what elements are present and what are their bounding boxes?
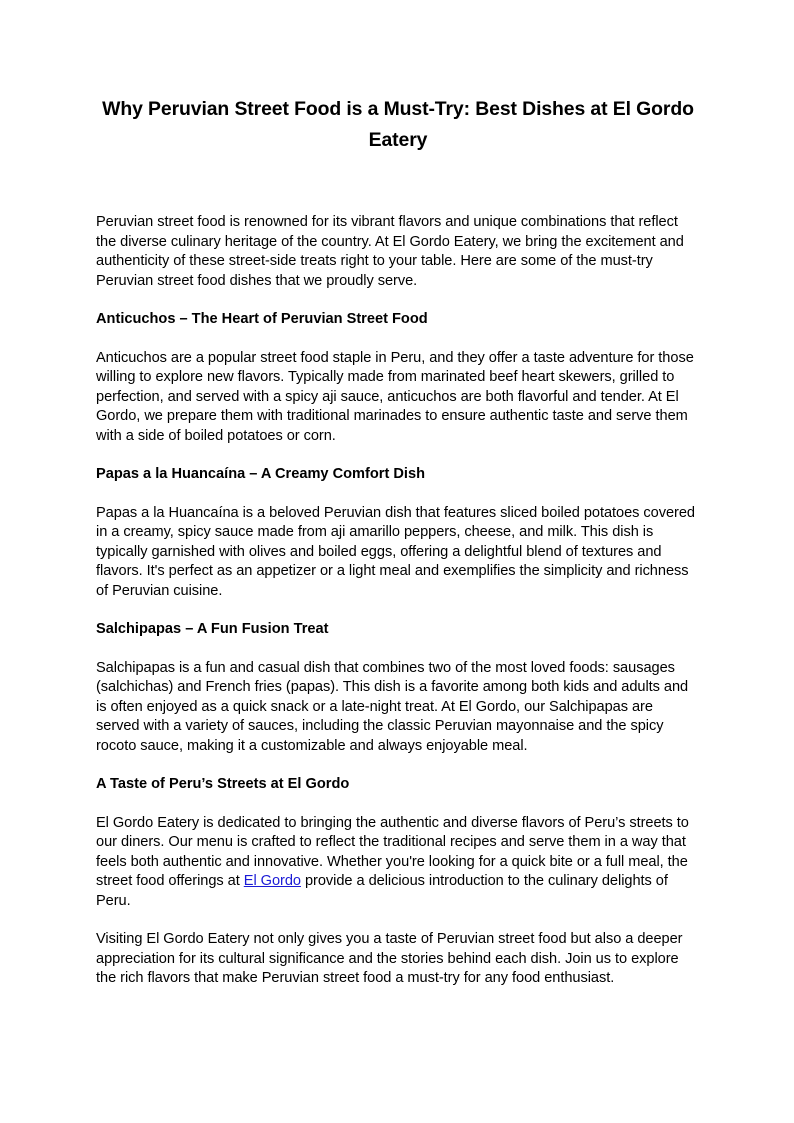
section-body-papas-huancaina: Papas a la Huancaína is a beloved Peruvian dish that features sliced boiled potatoes covered in a creamy, spicy sauce made from aji amarillo peppers, cheese, and milk. This dish is typically garnished with olives and boiled eggs, offering a delightful blend of textures and flavors. It's perfect as an appetizer or a light meal and exemplifies the simplicity and richness of Peruvian cuisine. <box>96 504 695 599</box>
closing-paragraph: Visiting El Gordo Eatery not only gives you a taste of Peruvian street food but also a deeper appreciation for its cultural significance and the stories behind each dish. Join us to explore the rich flavors that make Peruvian street food a must-try for any food enthusiast. <box>96 931 683 986</box>
section-heading-papas-huancaina: Papas a la Huancaína – A Creamy Comfort Dish <box>96 466 426 482</box>
body-text-after-link: provide a delicious introduction to the culinary delights of Peru. <box>96 873 668 909</box>
el-gordo-link[interactable]: El Gordo <box>243 873 301 889</box>
section-body-salchipapas: Salchipapas is a fun and casual dish that combines two of the most loved foods: sausages (salchichas) and French fries (papas). This dish is a favorite among both kids and adults and is often enjoyed as a quick snack or a late-night treat. At El Gordo, our Salchipapas are served with a variety of sauces, including the classic Peruvian mayonnaise and the spicy rocoto sauce, making it a customizable and always enjoyable meal. <box>96 659 689 754</box>
section-heading-anticuchos: Anticuchos – The Heart of Peruvian Street Food <box>96 311 428 327</box>
document-title: Why Peruvian Street Food is a Must-Try: Best Dishes at El Gordo Eatery <box>102 98 694 151</box>
section-heading-taste-of-peru: A Taste of Peru’s Streets at El Gordo <box>96 776 350 792</box>
section-heading-salchipapas: Salchipapas – A Fun Fusion Treat <box>96 621 329 637</box>
title-spacer <box>96 156 700 213</box>
document-page <box>96 94 700 989</box>
intro-paragraph: Peruvian street food is renowned for its vibrant flavors and unique combinations that reflect the diverse culinary heritage of the country. At El Gordo Eatery, we bring the excitement and authenticity of these street-side treats right to your table. Here are some of the must-try Peruvian street food dishes that we proudly serve. <box>96 214 684 289</box>
body-text-before-link: El Gordo Eatery is dedicated to bringing the authentic and diverse flavors of Peru’s streets to our diners. Our menu is crafted to reflect the traditional recipes and serve them in a way that feels both authentic and innovative. Whether you're looking for a quick bite or a full meal, the street food offerings at <box>96 814 689 889</box>
section-body-taste-of-peru <box>96 814 700 912</box>
section-body-anticuchos: Anticuchos are a popular street food staple in Peru, and they offer a taste adventure for those willing to explore new flavors. Typically made from marinated beef heart skewers, grilled to perfection, and served with a spicy aji sauce, anticuchos are both flavorful and tender. At El Gordo, we prepare them with traditional marinades to ensure authentic taste and serve them with a side of boiled potatoes or corn. <box>96 349 694 444</box>
